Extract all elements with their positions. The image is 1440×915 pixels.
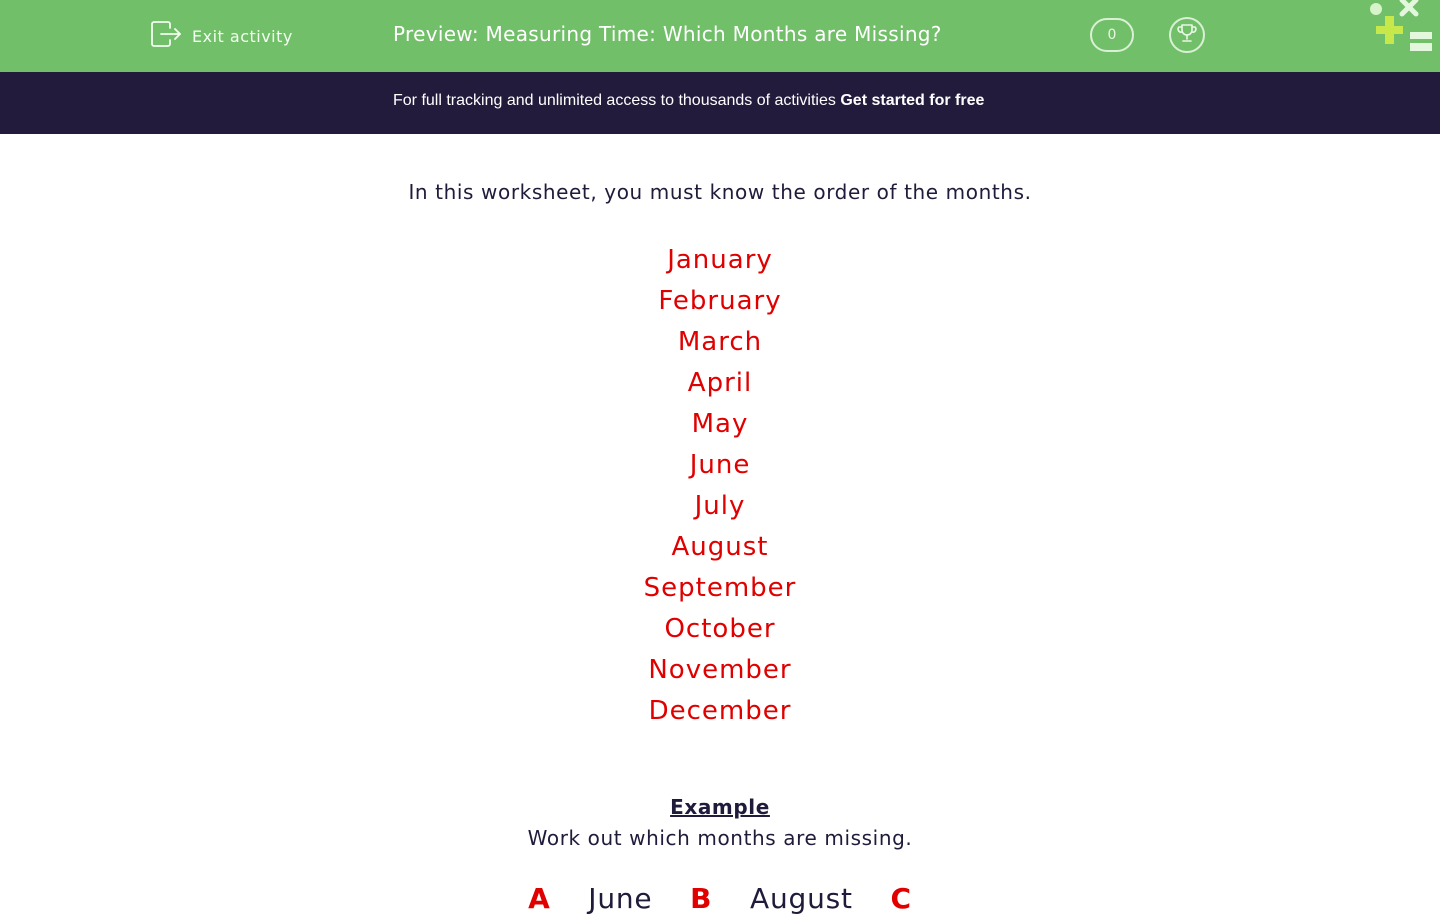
month-item: October (664, 614, 776, 644)
sequence-month: June (588, 882, 653, 915)
exit-activity-button[interactable] (150, 20, 293, 52)
month-item: September (643, 573, 797, 603)
sequence-letter: C (890, 882, 912, 915)
month-sequence (0, 882, 1440, 915)
upgrade-banner (0, 72, 1440, 134)
intro-text: In this worksheet, you must know the order of the months. (408, 180, 1032, 204)
score-counter: 0 (1090, 18, 1134, 52)
month-item: December (648, 696, 792, 726)
sequence-item (690, 882, 712, 915)
sequence-item (891, 882, 912, 915)
sequence-item (588, 882, 652, 915)
trophy-button[interactable] (1169, 17, 1205, 53)
page-title: Preview: Measuring Time: Which Months are Missing? (393, 22, 942, 46)
month-item: January (667, 245, 773, 275)
trophy-icon (1176, 22, 1198, 48)
months-list (0, 240, 1440, 732)
example-instructions: Work out which months are missing. (527, 826, 913, 850)
month-item: February (658, 286, 782, 316)
month-item: June (689, 450, 751, 480)
month-item: March (677, 327, 763, 357)
exit-icon (150, 20, 182, 52)
banner-message: For full tracking and unlimited access to thousands of activities (393, 92, 836, 109)
sequence-month: August (750, 882, 853, 915)
get-started-link[interactable]: Get started for free (840, 92, 985, 109)
logo-icon (1366, 0, 1440, 60)
top-bar (0, 0, 1440, 72)
month-item: May (691, 409, 749, 439)
month-item: July (694, 491, 746, 521)
exit-activity-label: Exit activity (192, 26, 293, 46)
sequence-letter: A (528, 882, 551, 915)
month-item: April (687, 368, 753, 398)
sequence-item (528, 882, 550, 915)
month-item: November (648, 655, 792, 685)
banner-text (393, 92, 984, 110)
sequence-letter: B (690, 882, 713, 915)
month-item: August (671, 532, 769, 562)
worksheet-content (0, 134, 1440, 915)
example-heading: Example (670, 795, 770, 819)
sequence-item (750, 882, 853, 915)
